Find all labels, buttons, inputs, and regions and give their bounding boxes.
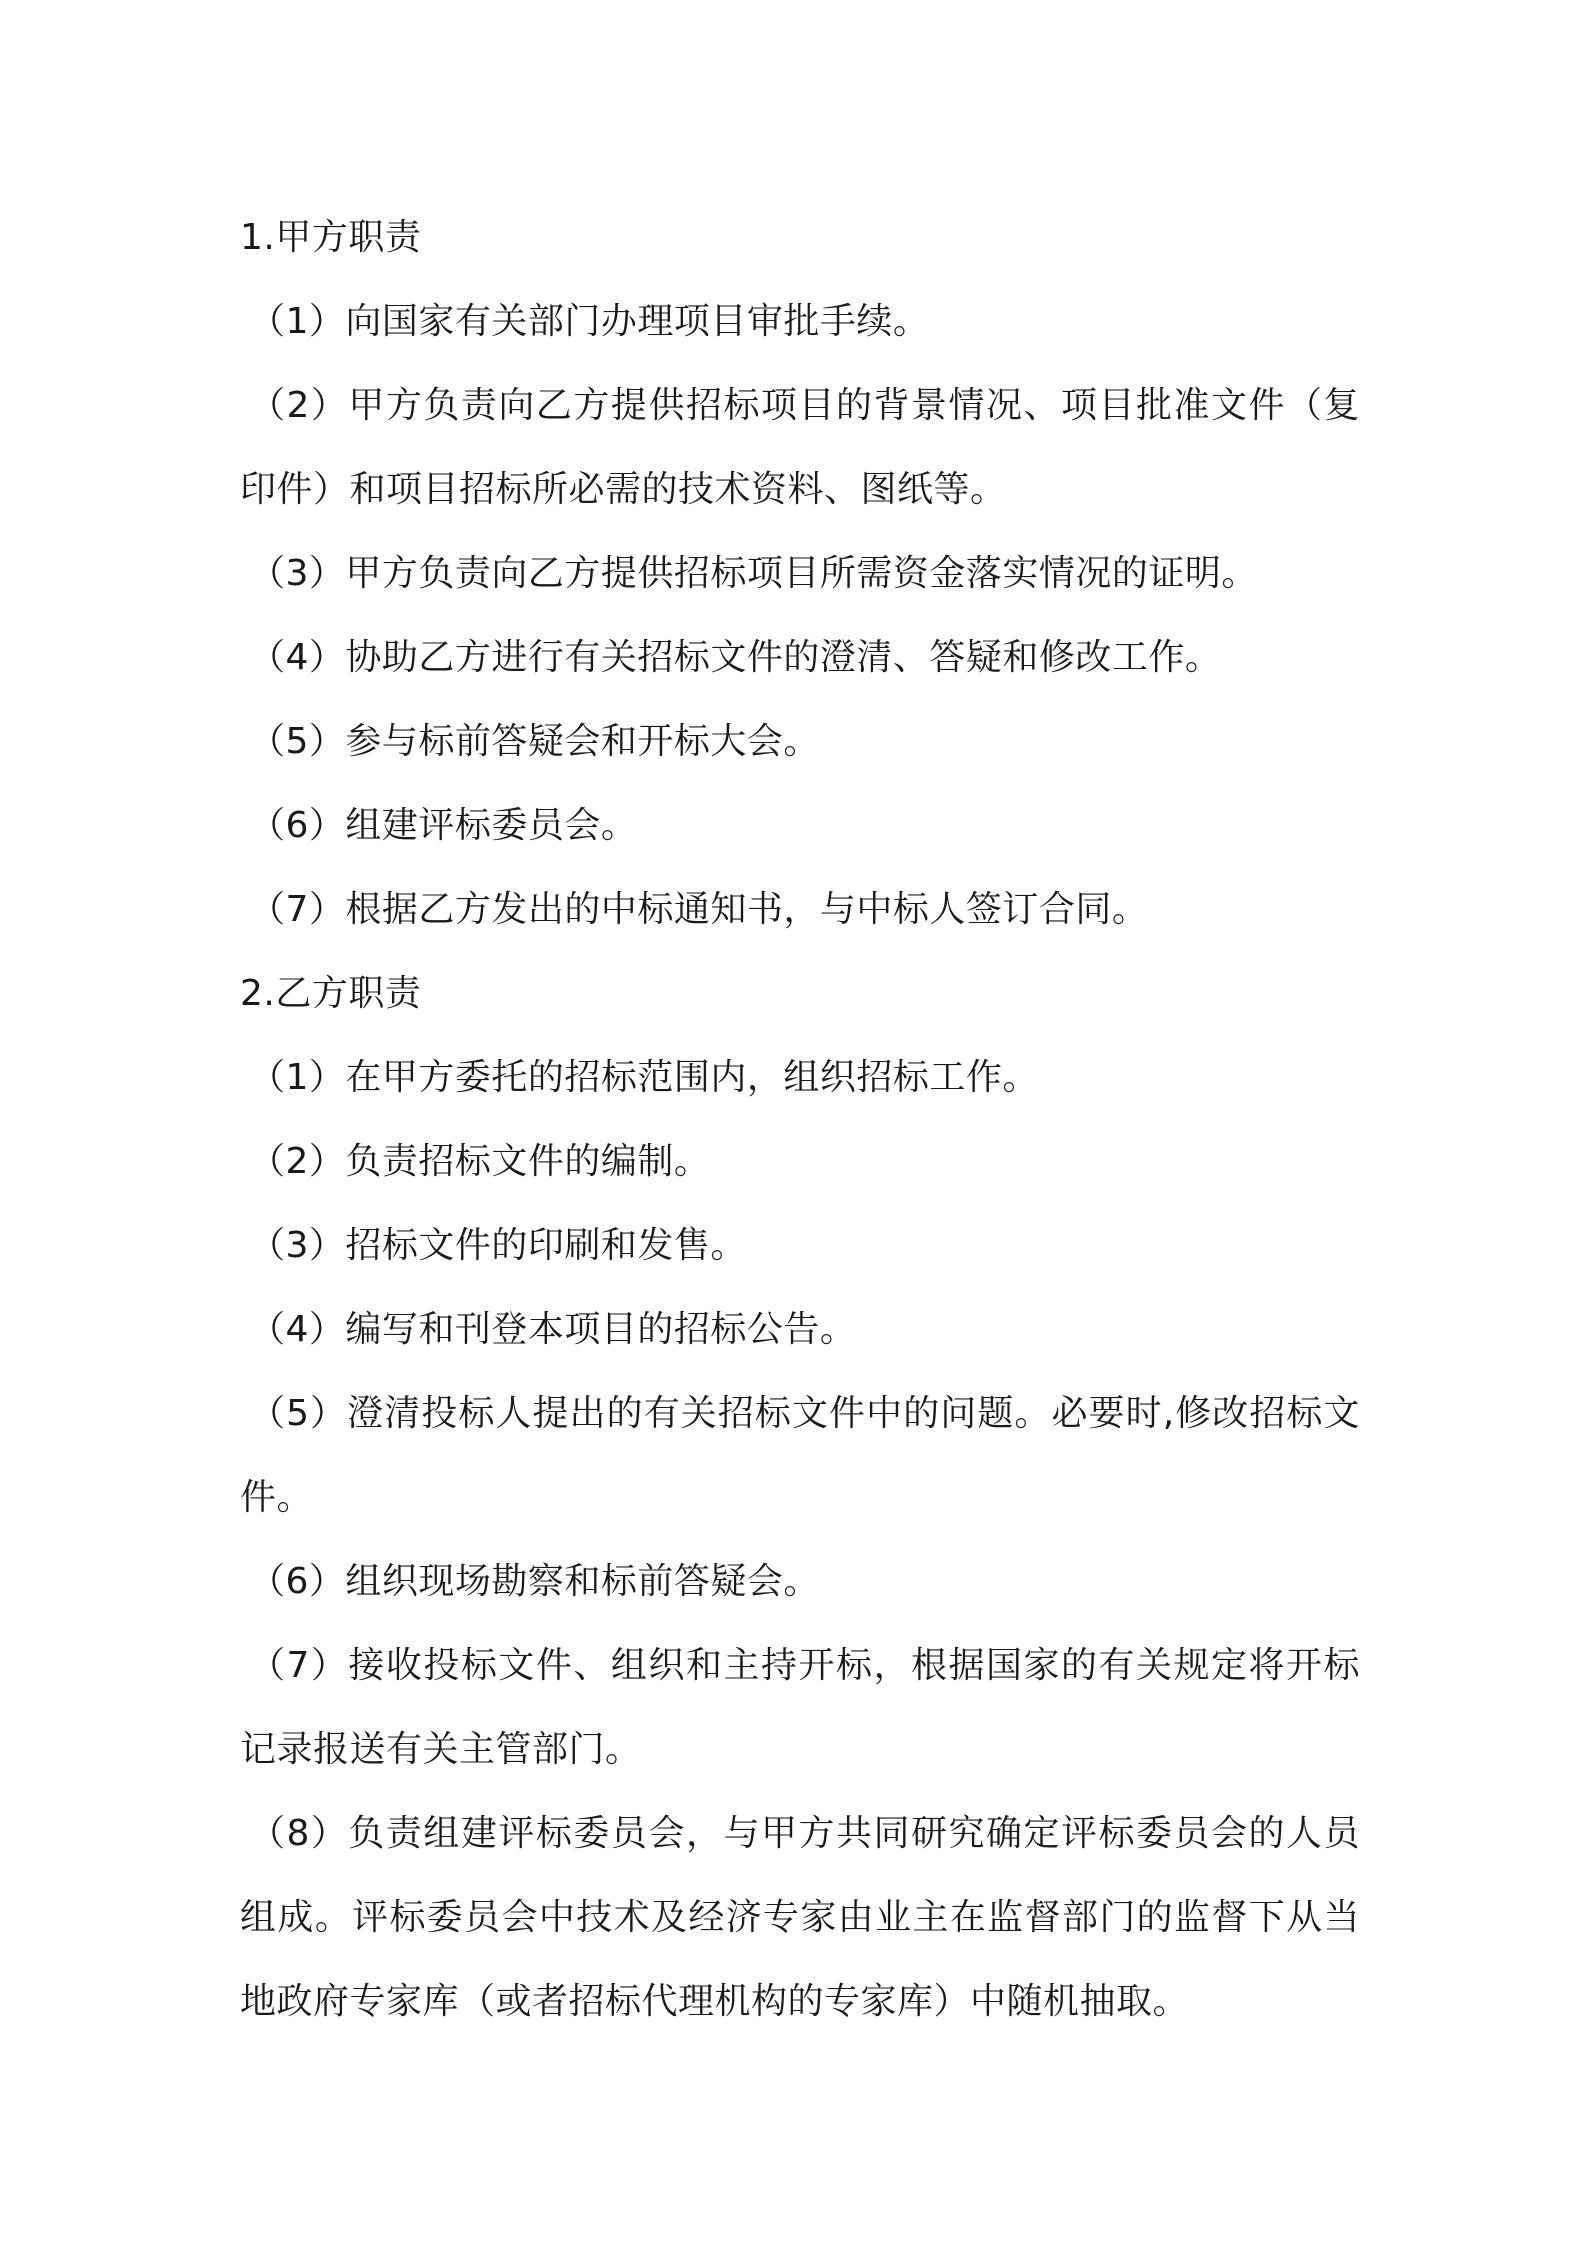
section-heading: 2.乙方职责 — [240, 973, 422, 1014]
section-heading: 1.甲方职责 — [240, 217, 422, 258]
list-item: （1）在甲方委托的招标范围内，组织招标工作。 — [249, 1057, 1039, 1098]
list-item: （4）协助乙方进行有关招标文件的澄清、答疑和修改工作。 — [249, 637, 1222, 678]
list-item: （7）根据乙方发出的中标通知书，与中标人签订合同。 — [249, 889, 1149, 930]
list-item: （3）招标文件的印刷和发售。 — [249, 1225, 747, 1266]
list-item: （2）甲方负责向乙方提供招标项目的背景情况、项目批准文件（复印件）和项目招标所必需的技术资料、图纸等。 — [240, 385, 1360, 510]
list-item: （3）甲方负责向乙方提供招标项目所需资金落实情况的证明。 — [249, 553, 1258, 594]
section-party-a — [240, 196, 1360, 952]
list-item: （6）组建评标委员会。 — [249, 805, 638, 846]
list-item: （5）参与标前答疑会和开标大会。 — [249, 721, 820, 762]
list-item: （5）澄清投标人提出的有关招标文件中的问题。必要时,修改招标文件。 — [240, 1393, 1360, 1518]
list-item: （8）负责组建评标委员会，与甲方共同研究确定评标委员会的人员组成。评标委员会中技术及经济专家由业主在监督部门的监督下从当地政府专家库（或者招标代理机构的专家库）中随机抽取。 — [240, 1813, 1360, 2022]
section-party-b — [240, 952, 1360, 2044]
list-item: （4）编写和刊登本项目的招标公告。 — [249, 1309, 857, 1350]
list-item: （2）负责招标文件的编制。 — [249, 1141, 711, 1182]
list-item: （6）组织现场勘察和标前答疑会。 — [249, 1561, 820, 1602]
document-body — [240, 196, 1360, 2044]
list-item: （7）接收投标文件、组织和主持开标，根据国家的有关规定将开标记录报送有关主管部门。 — [240, 1645, 1360, 1770]
list-item: （1）向国家有关部门办理项目审批手续。 — [249, 301, 930, 342]
